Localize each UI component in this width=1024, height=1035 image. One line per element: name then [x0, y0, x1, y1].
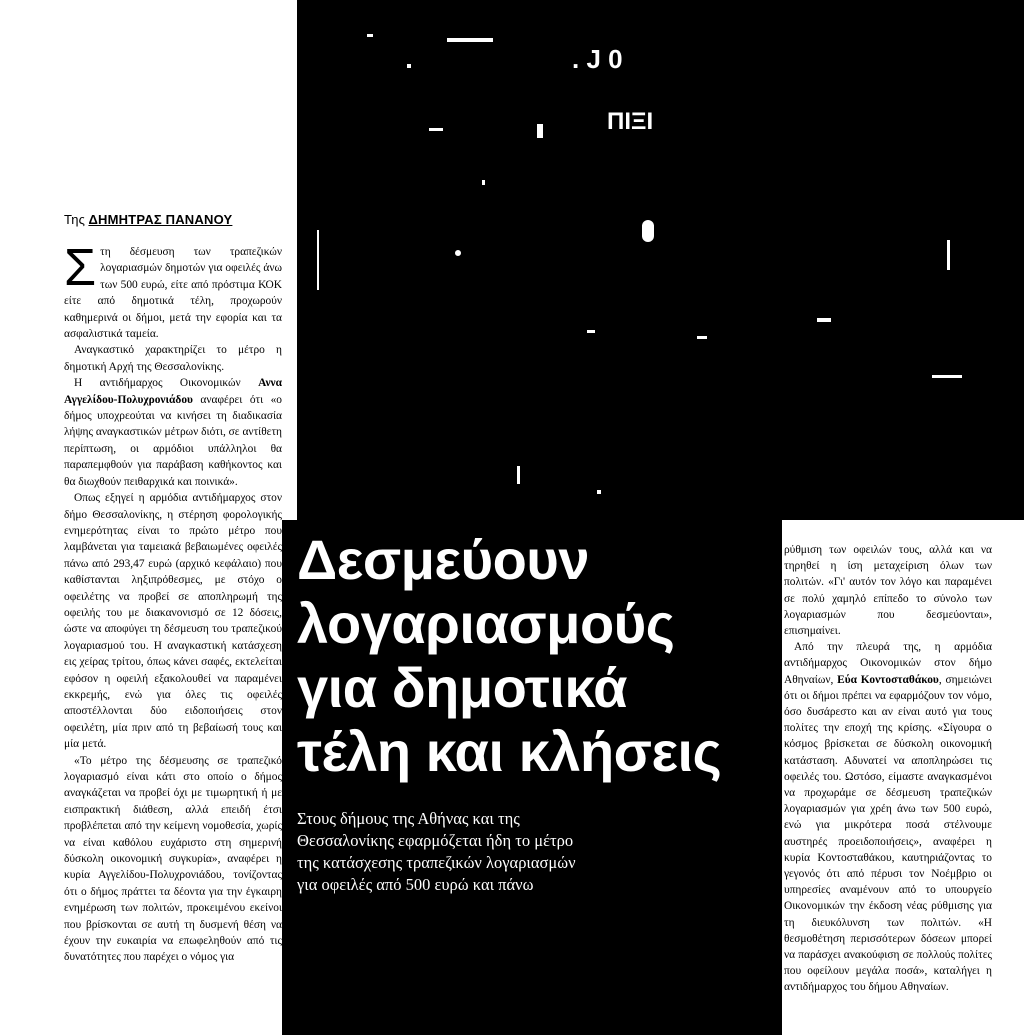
standfirst-line: Στους δήμους της Αθήνας και της	[297, 809, 520, 828]
photo-noise	[597, 490, 601, 494]
standfirst-line: Θεσσαλονίκης εφαρμόζεται ήδη το μέτρο	[297, 831, 574, 850]
paragraph-text: Η αντιδήμαρχος Οικονομικών	[74, 377, 259, 390]
paragraph-text: , σημειώνει ότι οι δήμοι πρέπει να εφαρμόζουν τον νόμο, όσο δυσάρεστο και αν είναι αυτό για τους πολίτες την εποχή της κρίσης. «Σίγουρα ο κόσμος βρίσκεται σε δύσκολη οικονομική κατάσταση. Αδυνατεί να αποπληρώσει τις οφειλές του. Ωστόσο, είμαστε αναγκασμένοι να προχωράμε σε δέσμευση τραπεζικών λογαριασμών για χρέη άνω των 500 ευρώ, ενώ για μικρότερα ποσά στέλνουμε αυστηρές προειδοποιήσεις», αναφέρει η κυρία Κοντοσταθάκου, καυτηριάζοντας το γεγονός ότι από πέρυσι τον Νοέμβριο οι υπηρεσίες αναμένουν από το υπουργείο Οικονομικών την έκδοση νέας ρύθμισης για τη διευκόλυνση των πολιτών. «Η θεσμοθέτηση περισσότερων δόσεων μπορεί να παράσχει ανακούφιση σε πολλούς πολίτες που οφείλουν μεγάλα ποσά», καταλήγει η αντιδήμαρχος του δήμου Αθηναίων.	[784, 673, 992, 994]
photo-text-fragment: . J 0	[572, 44, 623, 74]
byline-author: ΔΗΜΗΤΡΑΣ ΠΑΝΑΝΟΥ	[88, 212, 233, 227]
photo-noise	[947, 240, 950, 270]
photo-noise	[642, 220, 654, 242]
byline-prefix: Της	[64, 212, 86, 227]
photo-noise	[407, 64, 411, 68]
photo-noise	[447, 38, 493, 42]
standfirst-line: για οφειλές από 500 ευρώ και πάνω	[297, 875, 534, 894]
photo-noise	[817, 318, 831, 322]
photo-noise	[697, 336, 707, 339]
photo-noise	[429, 128, 443, 131]
standfirst	[297, 808, 767, 896]
paragraph	[64, 239, 282, 342]
headline-line: λογαριασμούς	[297, 592, 675, 655]
photo-noise	[317, 230, 319, 290]
person-name: Αννα Αγγελίδου-Πολυχρονιάδου	[64, 377, 282, 406]
photo-noise	[537, 124, 543, 138]
drop-cap: Σ	[64, 239, 97, 297]
byline	[64, 212, 232, 227]
headline-line: τέλη και κλήσεις	[297, 720, 722, 783]
paragraph-text: αναφέρει ότι «ο δήμος υποχρεούται να κινήσει τη διαδικασία λήψης αναγκαστικών μέτρων διότι, σε αντίθετη περίπτωση, οι αρμόδιοι υπάλληλοι θα παραπεμφθούν για παράβαση καθήκοντος και θα διωχθούν πειθαρχικά και ποινικά».	[64, 393, 282, 488]
paragraph: Οπως εξηγεί η αρμόδια αντιδήμαρχος στον δήμο Θεσσαλονίκης, η στέρηση φορολογικής ενημερότητας είναι το πρώτο μέτρο που λαμβάνεται για ταμειακά βεβαιωμένες οφειλές πάνω από 293,47 ευρώ (αρχικό κεφάλαιο) που καθίστανται ληξιπρόθεσμες, με στόχο ο οφειλέτης να προβεί σε αποπληρωμή της οφειλής του με διακανονισμό σε 12 δόσεις, ώστε να αποφύγει τη δέσμευση του τραπεζικού λογαριασμού του. Η αναγκαστική κατάσχεση εις χείρας τρίτου, όπως κάνει σαφές, εκτελείται εφόσον η οφειλή εξακολουθεί να παραμένει εκκρεμής, ενώ για όλες τις οφειλές αποστέλλονται δύο ειδοποιήσεις στον οφειλέτη, μία πριν από τη βεβαίωσή τους και μία μετά.	[64, 492, 282, 751]
photo-noise	[932, 375, 962, 378]
standfirst-line: της κατάσχεσης τραπεζικών λογαριασμών	[297, 853, 576, 872]
person-name: Εύα Κοντοσταθάκου	[837, 673, 939, 686]
article-photo	[297, 0, 1024, 520]
right-text-column	[784, 542, 992, 996]
photo-noise	[367, 34, 373, 37]
photo-noise	[482, 180, 485, 185]
photo-noise	[587, 330, 595, 333]
paragraph: «Το μέτρο της δέσμευσης σε τραπεζικό λογαριασμό είναι κάτι στο οποίο ο δήμος αναγκάζεται να προβεί όχι με τιμωρητική ή με εισπρακτική διάθεση, αλλά επειδή έτσι προβλέπεται από την κείμενη νομοθεσία, χωρίς να είναι καθόλου ευχάριστο στη σημερινή δύσκολη οικονομική συγκυρία», αναφέρει η κυρία Αγγελίδου-Πολυχρονιάδου, τονίζοντας ότι ο δήμος πράττει τα δέοντα για την έγκαιρη ενημέρωση των πολιτών, προκειμένου εκείνοι που βρίσκονται σε αυτή τη δυσμενή θέση να έχουν την ευκαιρία να επωφεληθούν από τις δυνατότητες που παρέχει ο νόμος για	[64, 754, 282, 964]
photo-text-fragment: ΠΙΞΙ	[607, 108, 654, 135]
paragraph: ρύθμιση των οφειλών τους, αλλά και να τηρηθεί η ίση μεταχείριση όλων των πολιτών. «Γι' αυτόν τον λόγο και παραμένει σε πολύ χαμηλό επίπεδο το σύνολο των λογαριασμών που δεσμεύονται», επισημαίνει.	[784, 544, 992, 638]
paragraph: Αναγκαστικό χαρακτηρίζει το μέτρο η δημοτική Αρχή της Θεσσαλονίκης.	[64, 344, 282, 373]
paragraph-text: τη δέσμευση των τραπεζικών λογαριασμών δημοτών για οφειλές άνω των 500 ευρώ, είτε από πρόστιμα ΚΟΚ είτε από δημοτικά τέλη, προχωρούν καθημερινά οι δήμοι, μετά την εφορία και τα ασφαλιστικά ταμεία.	[64, 246, 282, 341]
paragraph-text: Από την πλευρά της, η αρμόδια αντιδήμαρχος Οικονομικών στον δήμο Αθηναίων,	[784, 641, 992, 686]
headline	[297, 528, 777, 784]
photo-noise	[455, 250, 461, 256]
paragraph	[64, 375, 282, 490]
paragraph	[784, 639, 992, 995]
left-text-column	[64, 239, 282, 966]
headline-line: Δεσμεύουν	[297, 528, 590, 591]
photo-noise	[517, 466, 520, 484]
headline-line: για δημοτικά	[297, 656, 628, 719]
